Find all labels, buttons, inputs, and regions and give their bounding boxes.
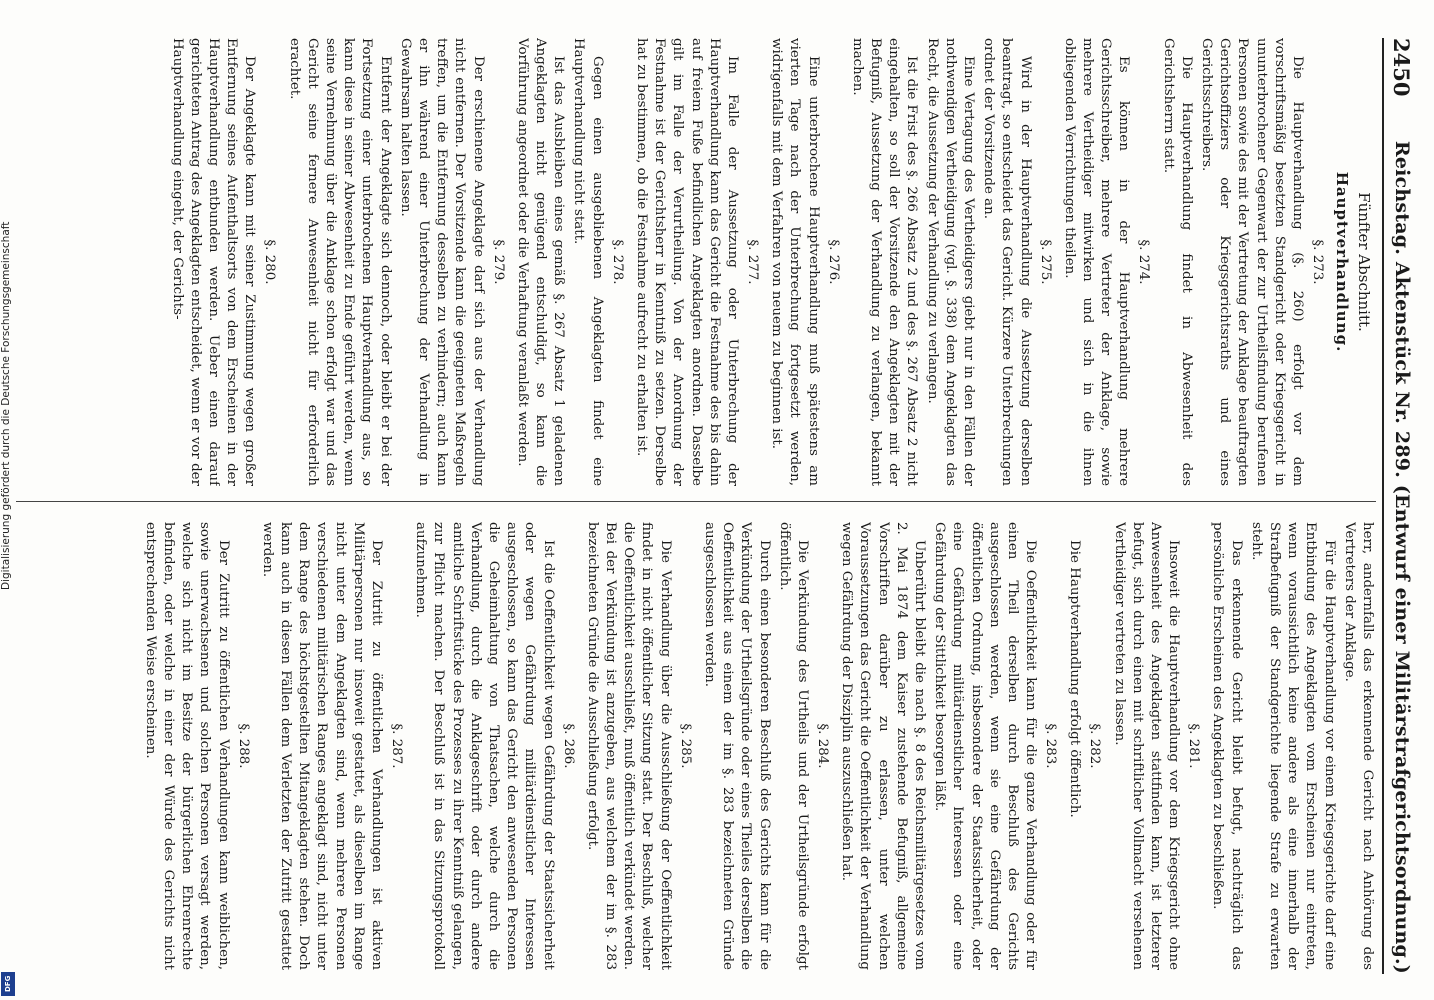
paragraph-288 [141,522,252,970]
paragraph-number: §. 278. [609,239,625,285]
paragraph-text: Gegen einen ausgebliebenen Angeklagten findet eine Hauptverhandlung nicht statt. [571,38,605,486]
paragraph-text: Durch einen besonderen Beschluß des Gerichts kann für die Verkündung der Urtheilsgründe oder eines Theiles derselben die Oeffentlichkeit aus einem der im §. 283 bezeichneten Gründe ausgeschlossen werden. [701,522,772,970]
paragraph-279 [284,38,506,486]
continued-text: herr, andernfalls das erkennende Gericht nach Anhörung des Vertreters der Anklage. [1341,522,1375,970]
paragraph-number: §. 287. [389,723,405,769]
paragraph-number: §. 274. [1136,239,1152,285]
paragraph-276 [767,38,842,486]
dfg-logo: DFG [1,972,15,996]
paragraph-text: Der Zutritt zu öffentlichen Verhandlungen ist aktiven Militärpersonen nur insoweit gestattet, als dieselben im Range nicht unter dem Angeklagten sind, wenn mehrere Personen verschiedenen militärischen Ranges angeklagt sind, nicht unter dem Range des höchstgestellten Mitangeklagten stehen. Doch kann auch in diesen Fällen dem Verletzten der Zutritt gestattet werden. [259,522,385,970]
digitization-credit: Digitalisierung gefördert durch die Deutsche Forschungsgemeinschaft [0,221,12,590]
paragraph-number: §. 284. [814,723,830,769]
paragraph-number: §. 286. [560,723,576,769]
continued-text: Das erkennende Gericht bleibt befugt, nachträglich das persönliche Erscheinen des Angeklagten zu beschließen. [1210,522,1244,970]
running-title: Reichstag. Aktenstück Nr. 289. (Entwurf einer Militärstrafgerichtsordnung.) [1391,140,1413,974]
paragraph-text: Wird in der Hauptverhandlung die Aussetzung derselben beantragt, so entscheidet das Gericht. Kürzere Unterbrechungen ordnet der Vorsitzende an. [981,38,1033,486]
paragraph-273 [1158,38,1326,486]
paragraph-number: §. 279. [490,239,506,285]
paragraph-text: Die Hauptverhandlung erfolgt öffentlich. [1067,540,1083,818]
paragraph-text: Der Angeklagte kann mit seiner Zustimmung wegen großer Entfernung seines Aufenthaltsorts von dem Erscheinen in der Hauptverhandlung entbunden werden. Ueber einen darauf gerichteten Antrag des Angeklagten entscheidet, wenn er vor der Hauptverhandlung eingeht, der Gerichts- [169,38,258,486]
column-divider [16,501,1376,502]
paragraph-text: Eine Vertagung des Vertheidigers giebt nur in den Fällen der nothwendigen Vertheidigung (vgl. §. 338) dem Angeklagten das Recht, die Aussetzung der Verhandlung zu verlangen. [924,38,976,486]
paragraph-text: Unberührt bleibt die nach §. 8 des Reichsmilitärgesetzes vom 2. Mai 1874 dem Kaiser zustehende Befugniß, allgemeine Vorschriften darüber zu erlassen, unter welchen Voraussetzungen das Gericht die Oeffentlichkeit der Verhandlung wegen Gefährdung der Disziplin auszuschließen hat. [839,522,927,970]
paragraph-274 [1060,38,1153,486]
paragraph-number: §. 276. [825,239,841,285]
paragraph-text: Ist die Oeffentlichkeit wegen Gefährdung der Staatssicherheit oder wegen Gefährdung militärdienstlicher Interessen ausgeschlossen, so kann das Gericht den anwesenden Personen die Geheimhaltung von Thatsachen, welche durch die Verhandlung, durch die Anklageschrift oder durch andere amtliche Schriftstücke des Prozesses zu ihrer Kenntniß gelangen, zur Pflicht machen. Der Beschluß ist in das Sitzungsprotokoll aufzunehmen. [413,522,556,970]
paragraph-text: Eine unterbrochene Hauptverhandlung muß spätestens am vierten Tage nach der Unterbrechung fortgesetzt werden, widrigenfalls mit dem Verfahren von neuem zu beginnen ist. [769,38,821,486]
paragraph-286 [411,522,577,970]
paragraph-277 [632,38,761,486]
continued-text: Für die Hauptverhandlung vor einem Kriegsgerichte darf eine Entbindung des Angeklagten vom Erscheinen nur eintreten, wenn voraussichtlich keine andere als eine innerhalb der Strafbefugniß der Standgerichte liegende Strafe zu erwarten steht. [1248,522,1337,970]
paragraph-text: Die Oeffentlichkeit kann für die ganze Verhandlung oder für einen Theil derselben durch Beschluß des Gerichts ausgeschlossen werden, wenn sie eine Gefährdung der öffentlichen Ordnung, insbesondere der Staatssicherheit, oder eine Gefährdung militärdienstlicher Interessen oder eine Gefährdung der Sittlichkeit besorgen läßt. [932,522,1039,970]
paragraph-text: Ist die Frist des §. 266 Absatz 2 und des §. 267 Absatz 2 nicht eingehalten, so soll der Vorsitzende den Angeklagten mit der Befugniß, Aussetzung der Verhandlung zu verlangen, bekannt machen. [849,38,920,486]
paragraph-number: §. 281. [1186,723,1202,769]
paragraph-287 [258,522,405,970]
paragraph-282 [1065,522,1103,970]
paragraph-text: Insoweit die Hauptverhandlung vor dem Kriegsgericht ohne Anwesenheit des Angeklagten stattfinden kann, ist letzterer befugt, sich durch einen mit schriftlicher Vollmacht versehenen Vertheidiger vertreten zu lassen. [1111,522,1182,970]
paragraph-number: §. 282. [1087,723,1103,769]
paragraph-text: Die Hauptverhandlung (§. 260) erfolgt vor dem vorschriftsmäßig besetzten Standgericht oder Kriegsgericht in ununterbrochener Gegenwart der zur Urtheilsfindung berufenen Personen sowie des mit der Vertretung der Anklage beauftragten Gerichtsoffiziers oder Kriegsgerichtsraths und eines Gerichtsschreibers. [1198,38,1305,486]
section-title: Fünfter Abschnitt. [1355,192,1373,332]
page-number: 2450 [1389,38,1415,97]
paragraph-280 [167,38,278,486]
paragraph-text: Die Verhandlung über die Ausschließung der Oeffentlichkeit findet in nicht öffentlicher Sitzung statt. Der Beschluß, welcher die Oeffentlichkeit ausschließt, muß öffentlich verkündet werden. Bei der Verkündung ist anzugeben, aus welchem der im §. 283 bezeichneten Gründe die Ausschließung erfolgt. [584,522,673,970]
paragraph-number: §. 277. [744,239,760,285]
paragraph-number: §. 280. [262,239,278,285]
paragraph-text: Es können in der Hauptverhandlung mehrere Gerichtsschreiber, mehrere Vertreter der Anklage, sowie mehrere Vertheidiger mitwirken und sich in die ihnen obliegenden Verrichtungen theilen. [1061,38,1132,486]
paragraph-number: §. 275. [1037,239,1053,285]
paragraph-text: Entfernt der Angeklagte sich dennoch, oder bleibt er bei der Fortsetzung einer unterbrochenen Hauptverhandlung aus, so kann diese in seiner Abwesenheit zu Ende geführt werden, wenn seine Vernehmung über die Anklage schon erfolgt war und das Gericht seine fernere Anwesenheit nicht für erforderlich erachtet. [286,38,393,486]
paragraph-number: §. 285. [677,723,693,769]
right-column [16,522,1376,970]
paragraph-number: §. 288. [235,723,251,769]
paragraph-275 [848,38,1054,486]
paragraph-text: Der erschienene Angeklagte darf sich aus der Verhandlung nicht entfernen. Der Vorsitzende kann die geeigneten Maßregeln treffen, um die Entfernung desselben zu verhindern; auch kann er ihn während einer Unterbrechung der Verhandlung in Gewahrsam halten lassen. [397,38,486,486]
paragraph-text: Im Falle der Aussetzung oder Unterbrechung der Hauptverhandlung kann das Gericht die Festnahme des bis dahin auf freiem Fuße befindlichen Angeklagten anordnen. Dasselbe gilt im Falle der Verurtheilung. Von der Anordnung der Festnahme ist der Gerichtsherr in Kenntniß zu setzen. Derselbe hat zu bestimmen, ob die Festnahme aufrecht zu erhalten ist. [633,38,740,486]
paragraph-284 [700,522,831,970]
paragraph-text: Ist das Ausbleiben eines gemäß §. 267 Absatz 1 geladenen Angeklagten nicht genügend entschuldigt, so kann die Vorführung angeordnet oder die Verhaftung veranlaßt werden. [514,38,567,486]
page-header [1382,38,1420,974]
paragraph-281 [1109,522,1202,970]
paragraph-text: Die Hauptverhandlung findet in Abwesenheit des Gerichtsherrn statt. [1160,38,1194,486]
paragraph-number: §. 283. [1043,723,1059,769]
section-subtitle: Hauptverhandlung. [1333,171,1351,353]
paragraph-number: §. 273. [1310,239,1325,285]
paragraph-285 [583,522,694,970]
left-column [86,38,1376,486]
paragraph-283 [837,522,1059,970]
paragraph-text: Der Zutritt zu öffentlichen Verhandlungen kann weiblichen, sowie unerwachsenen und solchen Personen versagt werden, welche sich nicht im Besitze der bürgerlichen Ehrenrechte befinden, oder welche in einer der Würde des Gerichts nicht entsprechenden Weise erscheinen. [142,522,231,970]
paragraph-text: Die Verkündung des Urtheils und der Urtheilsgründe erfolgt öffentlich. [776,522,810,970]
paragraph-278 [513,38,626,486]
